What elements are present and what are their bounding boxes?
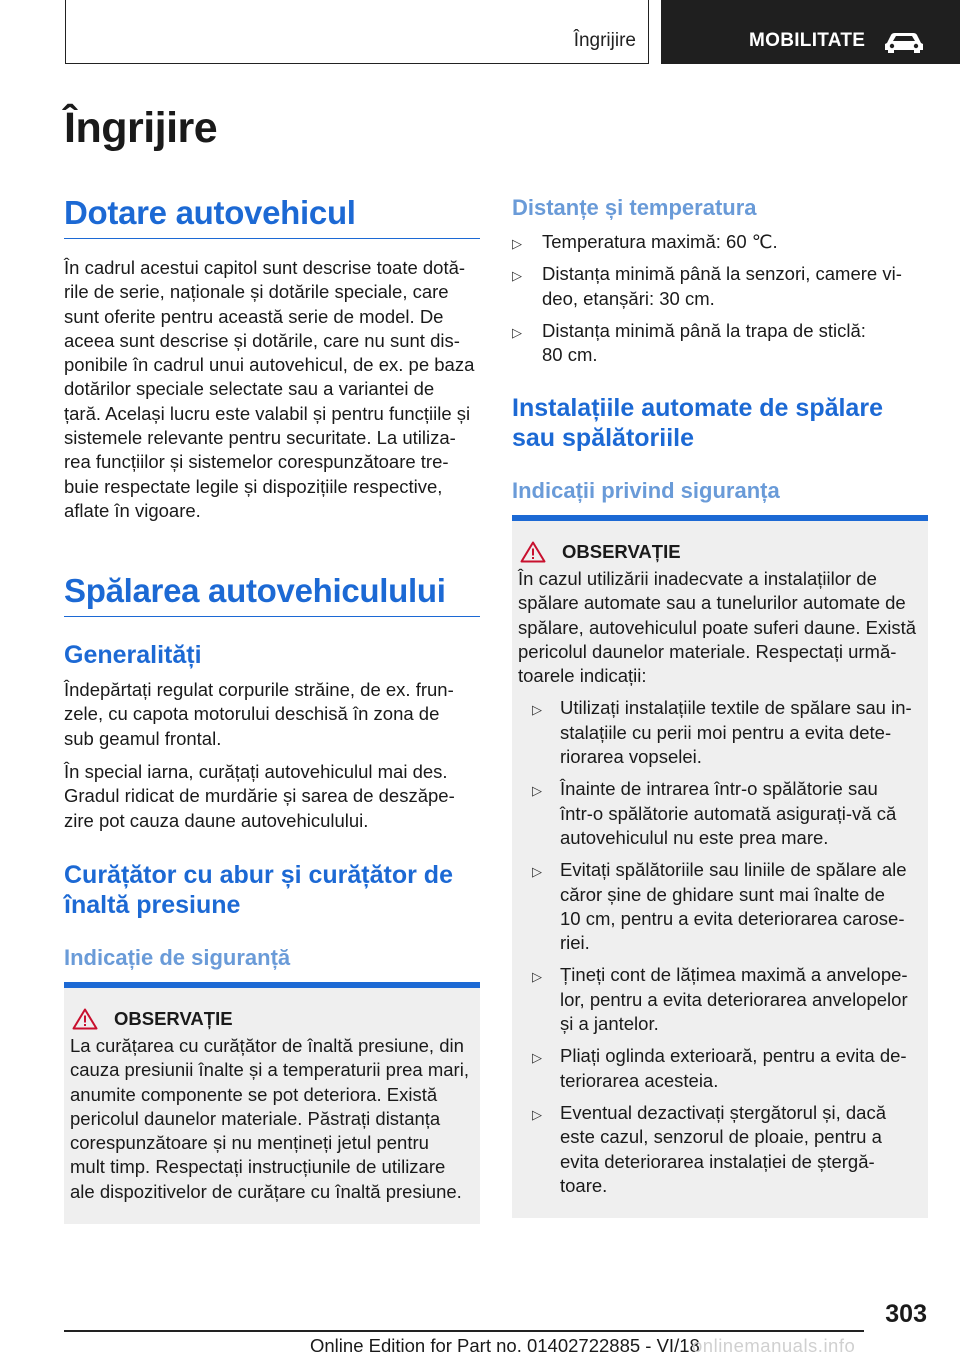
heading-steam-cleaner: Curățător cu abur și curățător de înaltă presiune: [64, 861, 453, 919]
page-number: 303: [885, 1300, 927, 1328]
triangle-bullet-icon: ▷: [532, 864, 542, 880]
triangle-bullet-icon: ▷: [532, 783, 542, 799]
warning-text: În cazul utilizării inadecvate a instalațiilor de spălare automate sau a tunelurilor automate de spălare, autovehiculul poate suferi daune. Există pericolul daunelor materiale. Respectați urmă- toarele indicații:: [518, 568, 917, 687]
car-icon: [883, 29, 925, 53]
warning-title: OBSERVAȚIE: [72, 1008, 474, 1030]
header-section-title: Îngrijire: [573, 30, 636, 51]
triangle-bullet-icon: ▷: [512, 268, 522, 284]
paragraph-vehicle-equipment: În cadrul acestui capitol sunt descrise toate dotă- rile de serie, naționale și dotările speciale, care sunt oferite pentru această serie de model. De aceea sunt descrise și dotările, care nu sunt dis- ponibile în cadrul unui autovehicul, de ex. pe baza dotărilor speciale selectate sau a variantei de țară. Același lucru este valabil și pentru funcțiile și sistemele relevante pentru securitate. La utiliza- rea funcțiilor și sistemelor corespunzătoare tre- buie respectate legile și dispozițiile respective, aflate în vigoare.: [64, 257, 475, 521]
warning-text: La curățarea cu curățător de înaltă presiune, din cauza presiunii înalte și a temperaturii prea mari, anumite componente se pot deteriora. Există pericolul daunelor materiale. Păstrați distanța corespunzătoare și nu mențineți jetul pentru mult timp. Respectați instrucțiunile de utilizare ale dispozitivelor de curățare cu înaltă presiune.: [70, 1035, 469, 1202]
footer-divider: [64, 1330, 864, 1332]
warning-triangle-icon: [72, 1008, 98, 1030]
list-item: ▷ Temperatura maximă: 60 ℃.: [512, 230, 928, 254]
list-item: ▷ Evitați spălătoriile sau liniile de spălare ale căror șine de ghidare sunt mai înalte de 10 cm, pentru a evita deteriorarea carose- riei.: [532, 859, 907, 954]
warning-title: OBSERVAȚIE: [520, 541, 922, 563]
warning-list: [518, 696, 922, 1198]
heading-vehicle-equipment: Dotare autovehicul: [64, 194, 480, 239]
footer-watermark: onlinemanuals.info: [692, 1335, 856, 1356]
page-title: Îngrijire: [64, 104, 218, 152]
triangle-bullet-icon: ▷: [512, 236, 522, 251]
list-item: ▷ Distanța minimă până la trapa de sticlă: 80 cm.: [512, 319, 866, 366]
list-item: ▷ Pliați oglinda exterioară, pentru a evita de- teriorarea acesteia.: [532, 1045, 907, 1091]
heading-safety-note: Indicație de siguranță: [64, 945, 291, 970]
header-category-label: MOBILITATE: [749, 30, 866, 51]
warning-box-high-pressure: [64, 982, 480, 1224]
list-item: ▷ Țineți cont de lățimea maximă a anvelope- lor, pentru a evita deteriorarea anvelopelor și a jantelor.: [532, 964, 908, 1035]
paragraph-general-1: Îndepărtați regulat corpurile străine, de ex. frun- zele, cu capota motorului deschisă în zona de sub geamul frontal.: [64, 679, 454, 749]
warning-triangle-icon: [520, 541, 546, 563]
heading-general: Generalități: [64, 641, 202, 669]
triangle-bullet-icon: ▷: [532, 969, 542, 985]
list-item: ▷ Eventual dezactivați ștergătorul și, dacă este cazul, senzorul de ploaie, pentru a evita deteriorarea instalației de ștergă- toare.: [532, 1101, 886, 1196]
distances-list: [512, 230, 928, 367]
triangle-bullet-icon: ▷: [532, 1106, 542, 1122]
triangle-bullet-icon: ▷: [512, 324, 522, 340]
heading-safety-info: Indicații privind siguranța: [512, 478, 780, 503]
heading-distances-temperature: Distanțe și temperatura: [512, 195, 757, 220]
list-item: ▷ Utilizați instalațiile textile de spălare sau in- stalațiile cu perii moi pentru a evita dete- riorarea vopselei.: [532, 697, 912, 768]
warning-box-car-wash: [512, 515, 928, 1218]
triangle-bullet-icon: ▷: [532, 702, 542, 718]
header-category-tab[interactable]: [661, 0, 960, 64]
header-section-box: [65, 0, 649, 64]
heading-vehicle-washing: Spălarea autovehiculului: [64, 572, 480, 617]
list-item: ▷ Distanța minimă până la senzori, camere vi- deo, etanșări: 30 cm.: [512, 263, 902, 309]
footer-edition: Online Edition for Part no. 01402722885 - VI/18: [310, 1335, 700, 1356]
triangle-bullet-icon: ▷: [532, 1050, 542, 1066]
paragraph-general-2: În special iarna, curățați autovehiculul mai des. Gradul ridicat de murdărie și sarea de deszăpe- zire pot cauza daune autovehiculului.: [64, 761, 455, 831]
heading-car-wash: Instalațiile automate de spălare sau spălătoriile: [512, 394, 883, 452]
list-item: ▷ Înainte de intrarea într-o spălătorie sau într-o spălătorie automată asigurați-vă că autovehiculul nu este prea mare.: [532, 778, 897, 848]
